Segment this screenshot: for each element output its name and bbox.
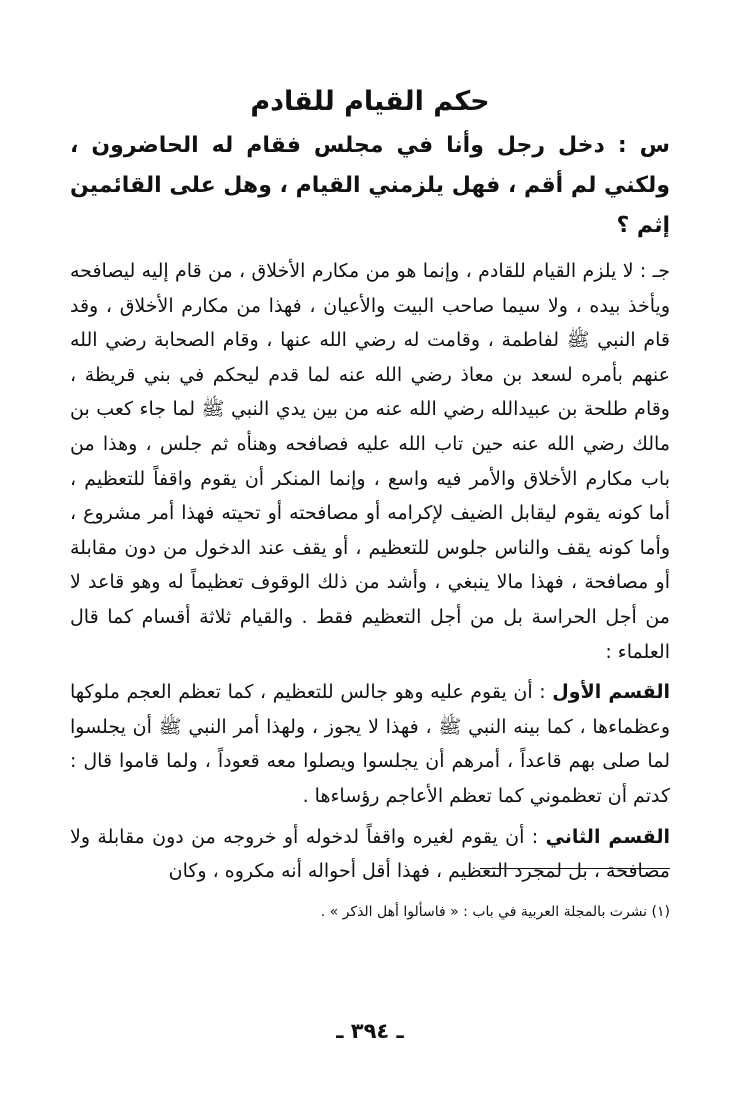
section-2-paragraph xyxy=(70,820,670,889)
answer-text: لا يلزم القيام للقادم ، وإنما هو من مكارم الأخلاق ، من قام إليه ليصافحه ويأخذ بيده ، ولا سيما صاحب البيت والأعيان ، فهذا من مكارم الأخلاق ، وقد قام النبي ﷺ لفاطمة ، وقامت له رضي الله عنها ، وقام الصحابة رضي الله عنهم بأمره لسعد بن معاذ رضي الله عنه لما قدم ليحكم في بني قريظة ، وقام طلحة بن عبيدالله رضي الله عنه من بين يدي النبي ﷺ لما جاء كعب بن مالك رضي الله عنه حين تاب الله عليه فصافحه وهنأه ثم جلس ، وهذا من باب مكارم الأخلاق والأمر فيه واسع ، وإنما المنكر أن يقوم واقفاً للتعظيم ، أما كونه يقوم ليقابل الضيف لإكرامه أو مصافحته أو تحيته فهذا أمر مشروع ، وأما كونه يقف والناس جلوس للتعظيم ، أو يقف عند الدخول من دون مقابلة أو مصافحة ، فهذا مالا ينبغي ، وأشد من ذلك الوقوف تعظيماً له وهو قاعد لا من أجل الحراسة بل من أجل التعظيم فقط . والقيام ثلاثة أقسام كما قال العلماء : xyxy=(70,260,670,663)
answer-paragraph xyxy=(70,254,670,669)
question-text: دخل رجل وأنا في مجلس فقام له الحاضرون ، ولكني لم أقم ، فهل يلزمني القيام ، وهل على القائمين إثم ؟ xyxy=(70,133,670,238)
footnote: (١) نشرت بالمجلة العربية في باب : « فاسألوا أهل الذكر » . xyxy=(320,904,670,920)
question-prefix: س : xyxy=(604,133,670,158)
question-paragraph xyxy=(70,126,670,246)
section-1-paragraph xyxy=(70,675,670,813)
document-page xyxy=(70,80,670,1080)
section-1-label: القسم الأول xyxy=(552,681,670,704)
page-title: حكم القيام للقادم xyxy=(250,86,490,117)
footnote-divider xyxy=(480,868,670,869)
section-2-label: القسم الثاني xyxy=(545,825,670,848)
section-1-text: : أن يقوم عليه وهو جالس للتعظيم ، كما تعظم العجم ملوكها وعظماءها ، كما بينه النبي ﷺ ، فهذا لا يجوز ، ولهذا أمر النبي ﷺ أن يجلسوا لما صلى بهم قاعداً ، أمرهم أن يجلسوا ويصلوا معه قعوداً ، ولما قاموا قال : كدتم أن تعظموني كما تعظم الأعاجم رؤساءها . xyxy=(70,681,670,807)
page-number: ـ ٣٩٤ ـ xyxy=(336,1019,404,1043)
section-2-text: : أن يقوم لغيره واقفاً لدخوله أو خروجه من دون مقابلة ولا مصافحة ، بل لمجرد التعظيم ، فهذا أقل أحواله أنه مكروه ، وكان xyxy=(70,825,670,883)
answer-prefix: جـ : xyxy=(633,260,670,282)
